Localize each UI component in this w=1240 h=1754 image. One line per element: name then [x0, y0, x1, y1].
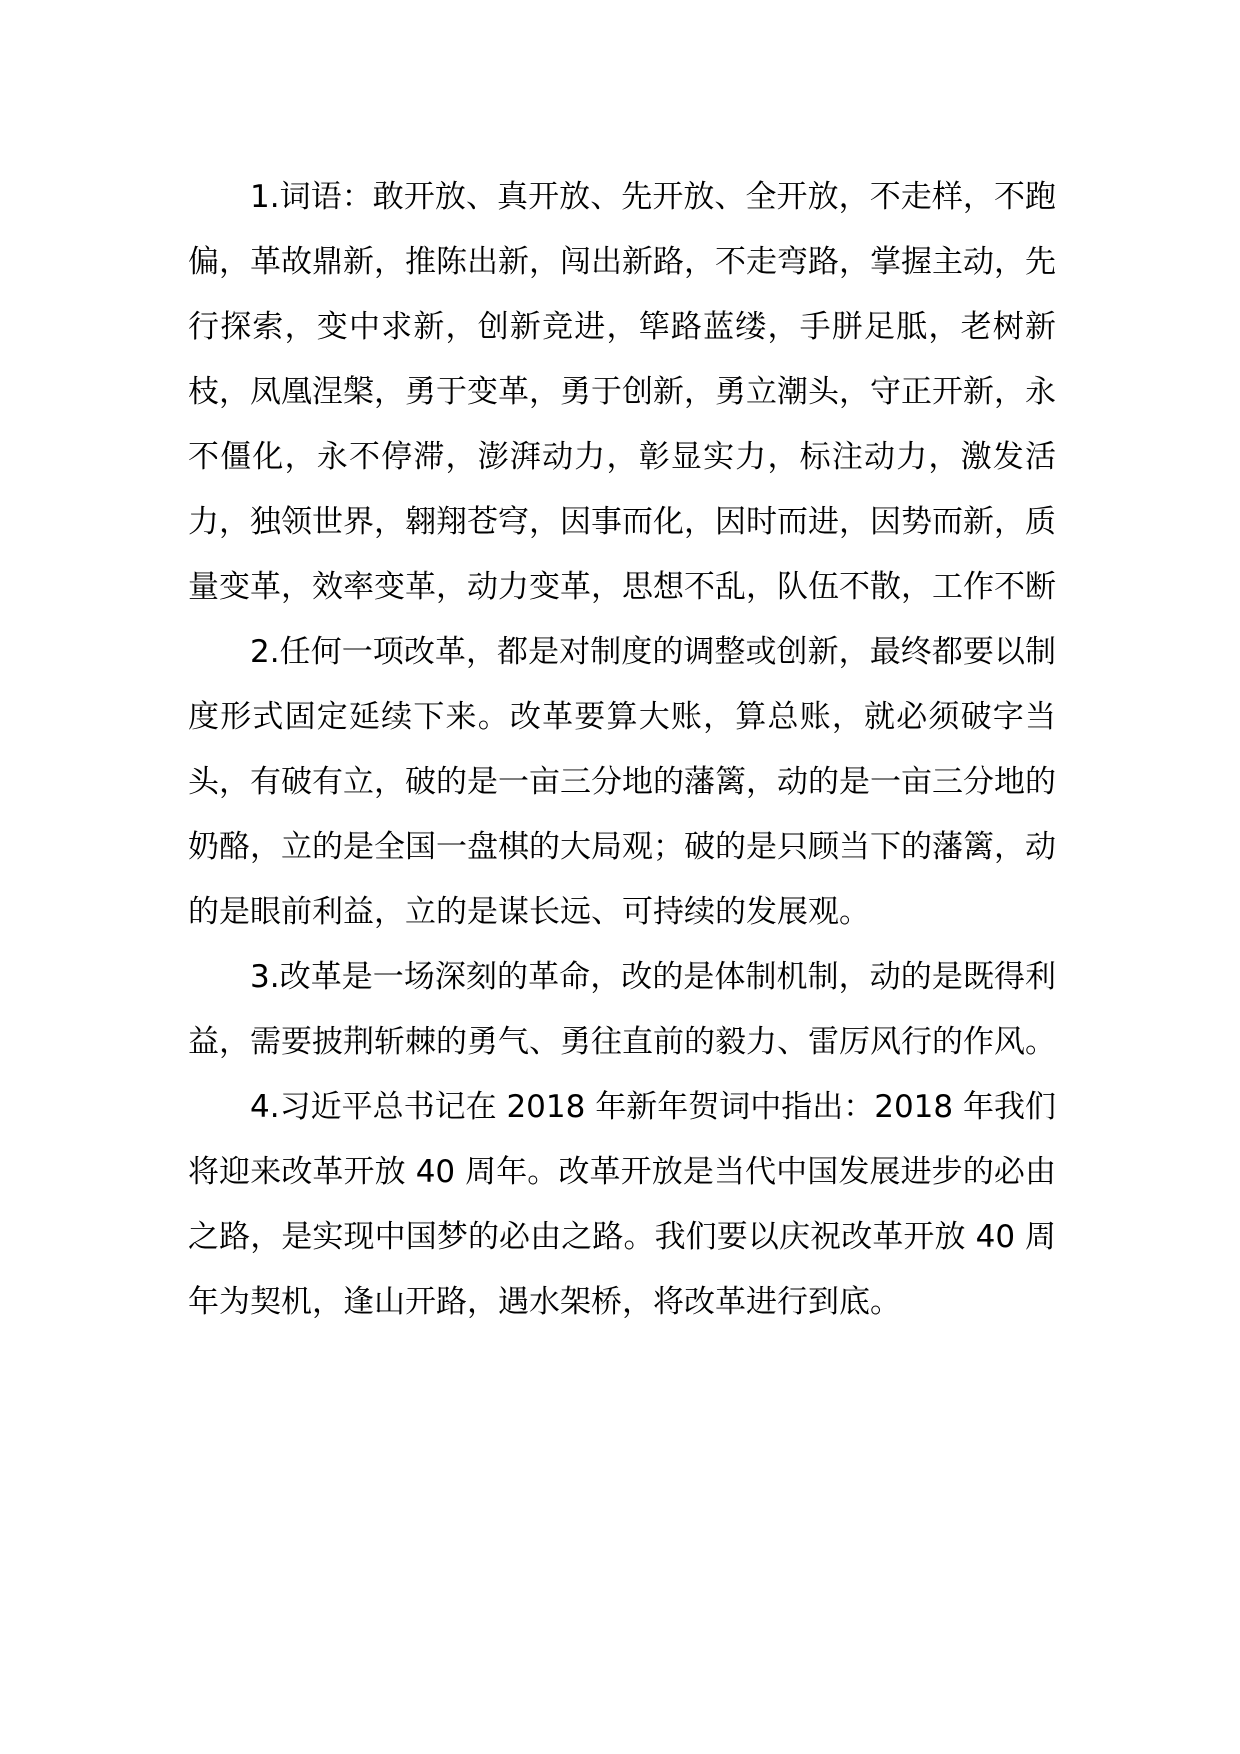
- paragraph-3: 3.改革是一场深刻的革命，改的是体制机制，动的是既得利益，需要披荆斩棘的勇气、勇往直前的毅力、雷厉风行的作风。: [188, 959, 1056, 1060]
- paragraph-4: 4.习近平总书记在 2018 年新年贺词中指出：2018 年我们将迎来改革开放 40 周年。改革开放是当代中国发展进步的必由之路，是实现中国梦的必由之路。我们要以庆祝改革开放 40 周年为契机，逢山开路，遇水架桥，将改革进行到底。: [188, 1089, 1056, 1320]
- document-body: [188, 165, 1056, 1335]
- paragraph-2: 2.任何一项改革，都是对制度的调整或创新，最终都要以制度形式固定延续下来。改革要算大账，算总账，就必须破字当头，有破有立，破的是一亩三分地的藩篱，动的是一亩三分地的奶酪，立的是全国一盘棋的大局观；破的是只顾当下的藩篱，动的是眼前利益，立的是谋长远、可持续的发展观。: [188, 634, 1056, 930]
- paragraph-1: 1.词语：敢开放、真开放、先开放、全开放，不走样，不跑偏，革故鼎新，推陈出新，闯出新路，不走弯路，掌握主动，先行探索，变中求新，创新竞进，筚路蓝缕，手胼足胝，老树新枝，凤凰涅槃，勇于变革，勇于创新，勇立潮头，守正开新，永不僵化，永不停滞，澎湃动力，彰显实力，标注动力，激发活力，独领世界，翱翔苍穹，因事而化，因时而进，因势而新，质量变革，效率变革，动力变革，思想不乱，队伍不散，工作不断: [188, 179, 1056, 605]
